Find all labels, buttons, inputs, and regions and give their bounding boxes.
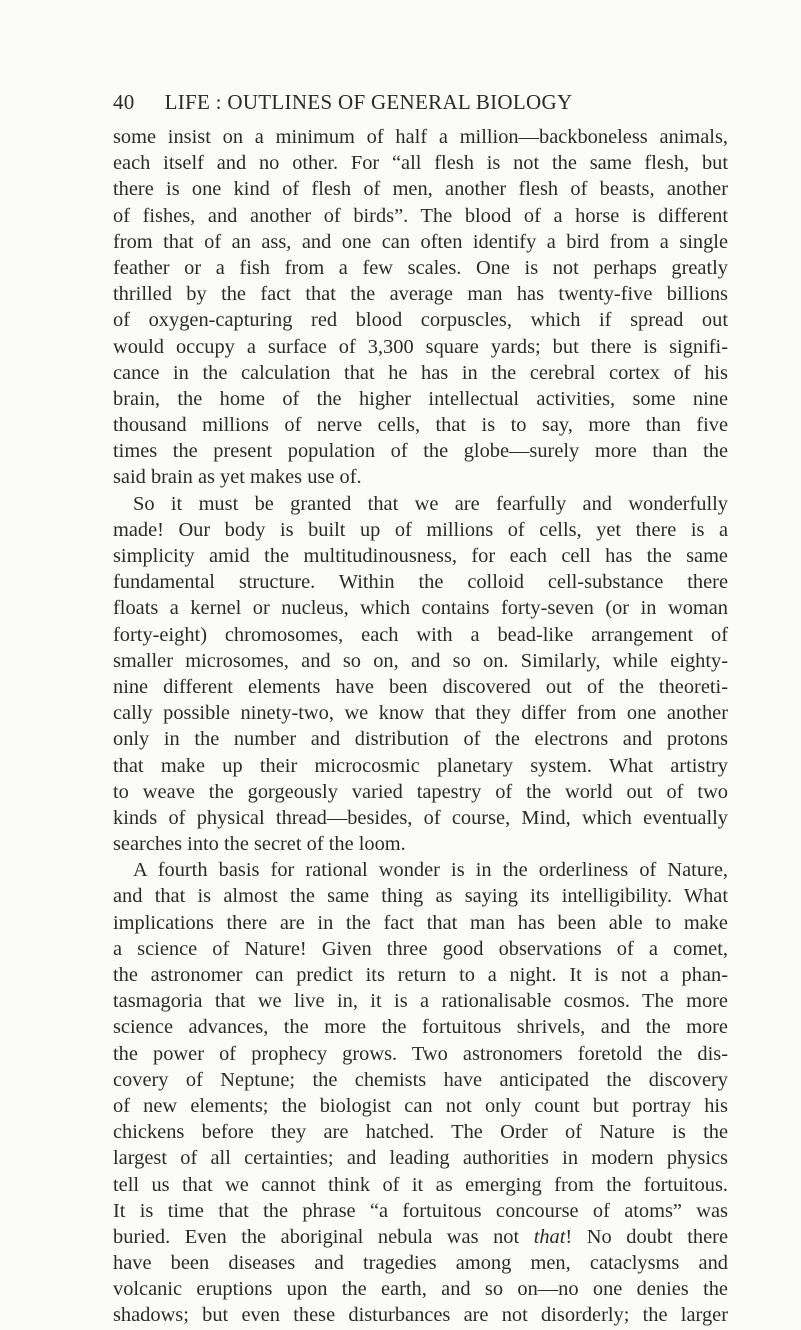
text-line: It is time that the phrase “a fortuitous concourse of atoms” was (113, 1199, 728, 1222)
text-line: and that is almost the same thing as saying its intelligibility. What (113, 885, 728, 908)
line-part-before: buried. Even the aboriginal nebula was not (113, 1225, 534, 1248)
text-line: feather or a fish from a few scales. One is not perhaps greatly (113, 256, 728, 279)
text-line: to weave the gorgeously varied tapestry of the world out of two (113, 780, 728, 803)
text-line: A fourth basis for rational wonder is in the orderliness of Nature, (133, 859, 728, 882)
text-line: simplicity amid the multitudinousness, for each cell has the same (113, 545, 728, 567)
text-line: from that of an ass, and one can often identify a bird from a single (113, 230, 728, 253)
text-line: of fishes, and another of birds”. The blood of a horse is different (113, 204, 728, 227)
text-line: science advances, the more the fortuitous shrivels, and the more (113, 1016, 728, 1039)
line-part-after: ! No doubt there (565, 1225, 729, 1248)
text-line: the astronomer can predict its return to a night. It is not a phan- (113, 964, 728, 986)
text-line: chickens before they are hatched. The Order of Nature is the (113, 1121, 728, 1144)
text-line: fundamental structure. Within the colloid cell-substance there (113, 571, 728, 594)
text-line: a science of Nature! Given three good observations of a comet, (113, 937, 728, 960)
text-line: said brain as yet makes use of. (113, 466, 362, 489)
text-line: only in the number and distribution of the electrons and protons (113, 728, 728, 751)
text-line: volcanic eruptions upon the earth, and so on—no one denies the (113, 1278, 728, 1301)
text-line: tell us that we cannot think of it as emerging from the fortuitous. (113, 1173, 728, 1196)
text-line: searches into the secret of the loom. (113, 833, 406, 856)
text-line: the power of prophecy grows. Two astronomers foretold the dis- (113, 1042, 728, 1065)
text-line: smaller microsomes, and so on, and so on. Similarly, while eighty- (113, 649, 728, 672)
text-line: thrilled by the fact that the average man has twenty-five billions (113, 283, 728, 306)
text-line: there is one kind of flesh of men, another flesh of beasts, another (113, 178, 728, 201)
emphasis-that: that (533, 1225, 566, 1248)
text-line: floats a kernel or nucleus, which contains forty-seven (or in woman (113, 597, 728, 620)
text-line: that make up their microcosmic planetary system. What artistry (113, 754, 728, 777)
page-number: 40 (113, 90, 135, 114)
text-line: So it must be granted that we are fearfully and wonderfully (133, 492, 728, 515)
text-line: would occupy a surface of 3,300 square yards; but there is signifi- (113, 335, 728, 358)
text-line: times the present population of the globe—surely more than the (113, 440, 728, 463)
text-line: implications there are in the fact that man has been able to make (113, 911, 728, 934)
text-line: cally possible ninety-two, we know that they differ from one another (113, 702, 728, 725)
text-line: shadows; but even these disturbances are not disorderly; the larger (113, 1304, 728, 1327)
text-line: of new elements; the biologist can not only count but portray his (113, 1094, 728, 1117)
running-title: LIFE : OUTLINES OF GENERAL BIOLOGY (164, 90, 573, 114)
text-line: each itself and no other. For “all flesh is not the same flesh, but (113, 152, 728, 175)
text-line: thousand millions of nerve cells, that is to say, more than five (113, 414, 728, 437)
text-line: tasmagoria that we live in, it is a rationalisable cosmos. The more (113, 990, 728, 1013)
text-line: kinds of physical thread—besides, of course, Mind, which eventually (113, 806, 728, 829)
running-header (113, 90, 572, 115)
text-line: forty-eight) chromosomes, each with a bead-like arrangement of (113, 623, 728, 646)
text-line: nine different elements have been discovered out of the theoreti- (113, 675, 728, 698)
text-line: of oxygen-capturing red blood corpuscles, which if spread out (113, 309, 728, 332)
text-line-with-emphasis (113, 1224, 728, 1250)
text-line: made! Our body is built up of millions of cells, yet there is a (113, 518, 728, 541)
text-line: covery of Neptune; the chemists have anticipated the discovery (113, 1068, 728, 1091)
text-line: brain, the home of the higher intellectual activities, some nine (113, 387, 728, 410)
text-line: largest of all certainties; and leading authorities in modern physics (113, 1147, 728, 1170)
text-line: some insist on a minimum of half a million—backboneless animals, (113, 126, 728, 148)
text-line: cance in the calculation that he has in the cerebral cortex of his (113, 361, 728, 384)
text-line: have been diseases and tragedies among men, cataclysms and (113, 1252, 728, 1275)
body-text (113, 124, 728, 1329)
